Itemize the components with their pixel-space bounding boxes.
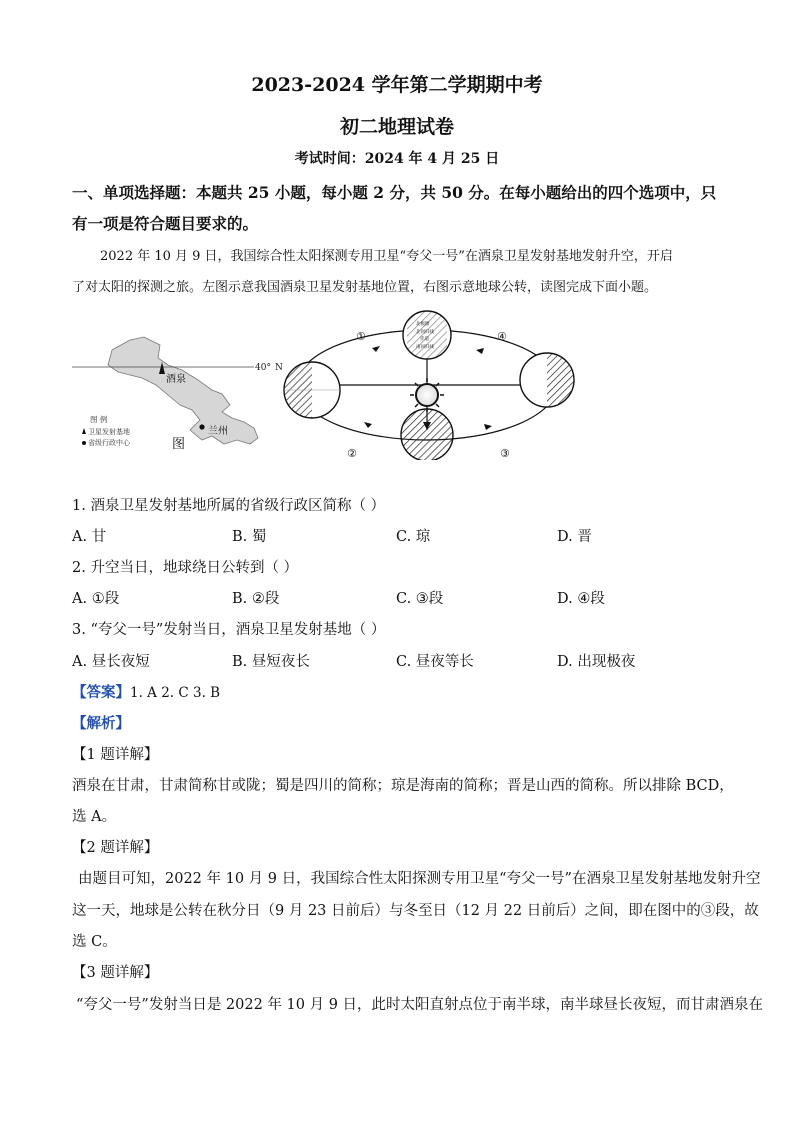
q2-detail-tag: 【2 题详解】 [72,840,159,856]
q1-detail-line2: 选 A。 [72,809,117,825]
answer-row [72,681,732,702]
earth-left [284,362,340,418]
segment-label-1: ① [356,330,366,343]
latitude-label: 40° [255,363,271,373]
legend-dot-icon [82,441,86,445]
legend-item-capital: 省级行政中心 [88,439,130,447]
earth-orbit-diagram [284,311,574,460]
segment-label-3: ③ [500,447,510,460]
tropic-cancer-label: 北回归线 [416,330,434,335]
q2-option-b[interactable]: B. ②段 [232,591,280,607]
intro-line1: 2022 年 10 月 9 日，我国综合性太阳探测专用卫星“夸父一号”在酒泉卫星发射基地发射升空，开启 [100,249,673,264]
earth-bottom [401,409,453,460]
analysis-row [72,712,732,733]
q1-option-b[interactable]: B. 蜀 [232,529,267,545]
exam-subtitle: 初二地理试卷 [339,116,454,138]
answer-values: 1. A 2. C 3. B [130,685,221,701]
equator-label: 赤道 [420,337,429,342]
legend-item-launch: 卫星发射基地 [88,428,130,436]
q2-option-a[interactable]: A. ①段 [72,591,120,607]
answer-tag: 【答案】 [72,684,130,701]
q2-option-c[interactable]: C. ③段 [396,591,444,607]
q1-option-d[interactable]: D. 晋 [557,529,592,545]
tropic-capricorn-label: 南回归线 [416,345,434,350]
sun-icon [410,378,444,412]
gansu-province-shape [108,337,258,444]
segment-label-4: ④ [497,330,507,343]
section-heading-line1: 一、单项选择题：本题共 25 小题，每小题 2 分，共 50 分。在每小题给出的四个选项中，只 [72,183,717,202]
q1-option-a[interactable]: A. 甘 [72,529,107,545]
q2-detail-line1: 由题目可知，2022 年 10 月 9 日，我国综合性太阳探测专用卫星“夸父一号”在酒泉卫星发射基地发射升空 [78,871,761,887]
exam-title: 2023-2024 学年第二学期期中考 [251,74,543,96]
figure-area [72,310,732,460]
figure-caption: 图 [172,437,186,452]
question-2-stem: 2. 升空当日，地球绕日公转到（ ） [72,560,299,576]
q1-detail-line1: 酒泉在甘肃，甘肃简称甘或陇；蜀是四川的简称；琼是海南的简称；晋是山西的简称。所以排除 BCD， [72,778,734,794]
question-1-stem: 1. 酒泉卫星发射基地所属的省级行政区简称（ ） [72,498,386,514]
q1-option-c[interactable]: C. 琼 [396,529,431,545]
q2-detail-line3: 选 C。 [72,934,117,950]
q3-option-b[interactable]: B. 昼短夜长 [232,654,310,670]
q3-detail-tag: 【3 题详解】 [72,965,159,981]
intro-line2: 了对太阳的探测之旅。左图示意我国酒泉卫星发射基地位置，右图示意地球公转，读图完成下面小题。 [72,280,658,295]
earth-top [403,311,451,359]
question-3-stem: 3. “夸父一号”发射当日，酒泉卫星发射基地（ ） [72,622,386,638]
exam-time: 考试时间：2024 年 4 月 25 日 [294,151,500,167]
legend-triangle-icon [82,428,86,434]
city-lanzhou: 兰州 [208,426,228,437]
q3-option-a[interactable]: A. 昼长夜短 [72,654,150,670]
analysis-tag: 【解析】 [72,715,130,732]
china-map [72,337,283,452]
provincial-capital-marker [199,424,204,429]
figure-svg [72,310,732,460]
q2-option-d[interactable]: D. ④段 [557,591,605,607]
legend-title: 图 例 [90,415,108,424]
q3-detail-line1: “夸父一号”发射当日是 2022 年 10 月 9 日，此时太阳直射点位于南半球，南半球昼长夜短，而甘肃酒泉在 [76,997,764,1013]
q1-detail-tag: 【1 题详解】 [72,747,159,763]
q3-option-d[interactable]: D. 出现极夜 [557,654,636,670]
arctic-circle-label: 北极圈 [416,322,430,327]
q2-detail-line2: 这一天，地球是公转在秋分日（9 月 23 日前后）与冬至日（12 月 22 日前后）之间，即在图中的③段，故 [72,903,759,919]
q3-option-c[interactable]: C. 昼夜等长 [396,654,474,670]
city-jiuquan: 酒泉 [166,374,186,385]
section-heading-line2: 有一项是符合题目要求的。 [72,214,259,233]
n-label: N [275,363,283,373]
earth-right [520,353,574,407]
segment-label-2: ② [347,447,357,460]
